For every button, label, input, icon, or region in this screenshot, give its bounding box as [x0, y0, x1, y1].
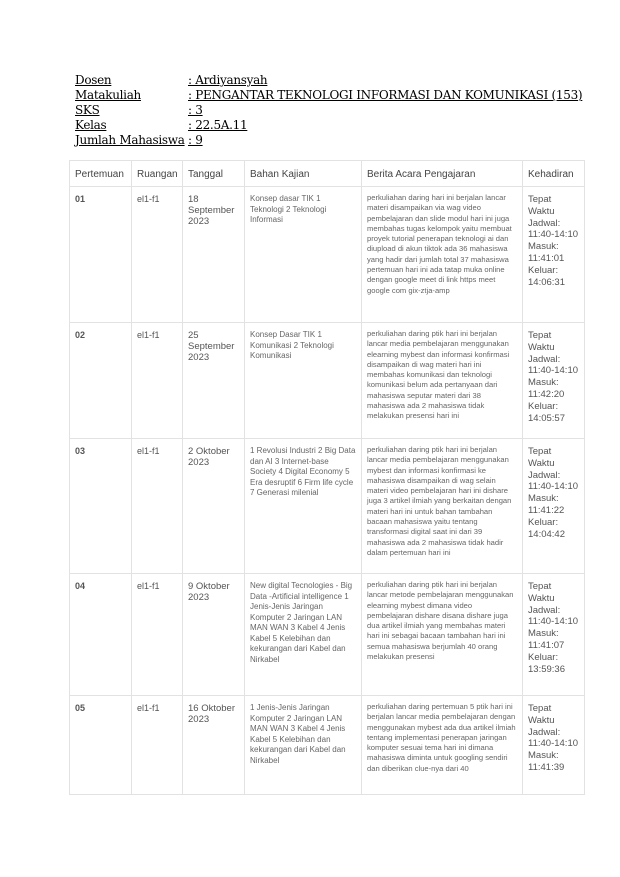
cell-ruangan: el1-f1: [132, 574, 183, 696]
cell-bahan-kajian: 1 Revolusi Industri 2 Big Data dan AI 3 Internet-base Society 4 Digital Economy 5 Era desruptif 6 Firm life cycle 7 Generasi milenial: [245, 439, 362, 574]
course-info: [75, 73, 582, 148]
check-out-label: Keluar:: [528, 264, 559, 276]
check-in-time: 11:41:22: [528, 504, 565, 516]
cell-kehadiran: [523, 696, 585, 795]
table-row: [70, 439, 585, 574]
schedule-label: Jadwal:: [528, 469, 561, 481]
cell-pertemuan: 03: [70, 439, 132, 574]
cell-ruangan: el1-f1: [132, 439, 183, 574]
cell-berita-acara: perkuliahan daring ptik hari ini berjalan lancar media pembelajaran menggunakan mybest dan informasi konfirmasi ke mahasiswa disampaikan di wag selain materi video pembelajaran hari ini dishare juga 3 artikel ilmiah yang berkaitan dengan materi hari ini untuk bahan tambahan bacaan mahasiswa yaitu tentang transformasi digital saat ini dari 39 mahasiswa ada 2 mahasiswa tidak hadir dalam pertemuan hari ini: [362, 439, 523, 574]
dosen-label: Dosen: [75, 73, 112, 87]
schedule-label: Jadwal:: [528, 726, 561, 738]
sks-value: : 3: [188, 103, 203, 117]
cell-berita-acara: perkuliahan daring hari ini berjalan lancar materi disampaikan via wag video pembelajaran dan slide modul hari ini juga membahas tugas kelompok yaitu membuat proyek tutorial penerapan teknologi ai dan diupload di akun tiktok ada 36 mahasiswa yang hadir dari jumlah total 37 mahasiswa pertemuan hari ini ada tatap muka online dengan google meet di link https meet google com gix-ztja-amp: [362, 187, 523, 323]
check-out-time: 14:04:42: [528, 528, 565, 540]
table-header-row: [70, 161, 585, 187]
matakuliah-label: Matakuliah: [75, 88, 141, 102]
check-out-time: 14:05:57: [528, 412, 565, 424]
schedule-label: Jadwal:: [528, 217, 561, 229]
check-in-label: Masuk:: [528, 241, 559, 253]
info-row-sks: [75, 103, 582, 118]
check-out-label: Keluar:: [528, 400, 559, 412]
cell-bahan-kajian: New digital Tecnologies - Big Data -Artificial intelligence 1 Jenis-Jenis Jaringan Komputer 2 Jaringan LAN MAN WAN 3 Kabel 4 Jenis Kabel 5 Kelebihan dan kekurangan dari Kabel dan Nirkabel: [245, 574, 362, 696]
check-out-time: 13:59:36: [528, 663, 565, 675]
check-in-label: Masuk:: [528, 493, 559, 505]
check-out-time: 14:06:31: [528, 276, 565, 288]
sks-label: SKS: [75, 103, 100, 117]
cell-pertemuan: 01: [70, 187, 132, 323]
col-header-ruangan: Ruangan: [132, 161, 183, 187]
col-header-bahan-kajian: Bahan Kajian: [245, 161, 362, 187]
table-row: [70, 187, 585, 323]
cell-kehadiran: [523, 574, 585, 696]
schedule-label: Jadwal:: [528, 604, 561, 616]
kelas-label: Kelas: [75, 118, 107, 132]
schedule-time: 11:40-14:10: [528, 481, 579, 493]
cell-tanggal: 16 Oktober 2023: [183, 696, 245, 795]
check-in-time: 11:41:07: [528, 639, 565, 651]
check-in-label: Masuk:: [528, 750, 559, 762]
check-in-label: Masuk:: [528, 628, 559, 640]
cell-tanggal: 2 Oktober 2023: [183, 439, 245, 574]
info-row-jumlah: [75, 133, 582, 148]
check-out-label: Keluar:: [528, 651, 559, 663]
jumlah-label: Jumlah Mahasiswa: [75, 133, 185, 147]
attendance-status: Tepat Waktu: [528, 194, 555, 217]
check-out-label: Keluar:: [528, 516, 559, 528]
schedule-time: 11:40-14:10: [528, 738, 579, 750]
table-row: [70, 323, 585, 439]
table-row: [70, 696, 585, 795]
attendance-status: Tepat Waktu: [528, 703, 555, 726]
attendance-status: Tepat Waktu: [528, 581, 555, 604]
info-row-matakuliah: [75, 88, 582, 103]
check-in-label: Masuk:: [528, 377, 559, 389]
cell-berita-acara: perkuliahan daring ptik hari ini berjalan lancar metode pembelajaran menggunakan elearning mybest dimana video pembelajaran dishare disana dishare juga dua artikel ilmiah yang membahas materi hari ini sebagai bacaan tambahan hari ini semua mahasiswa berjumlah 40 orang melakukan presensi: [362, 574, 523, 696]
check-in-time: 11:41:01: [528, 252, 565, 264]
cell-tanggal: 9 Oktober 2023: [183, 574, 245, 696]
cell-berita-acara: perkuliahan daring pertemuan 5 ptik hari ini berjalan lancar media pembelajaran dengan menggunakan mybest ada dua artikel ilmiah tentang implementasi penerapan jaringan komputer sesuai tema hari ini dimana mahasiswa diminta untuk googling sendiri dan diberikan clue-nya dari 40: [362, 696, 523, 795]
table-row: [70, 574, 585, 696]
jumlah-value: : 9: [188, 133, 203, 147]
info-row-kelas: [75, 118, 582, 133]
info-row-dosen: [75, 73, 582, 88]
check-in-time: 11:42:20: [528, 388, 565, 400]
matakuliah-value: : PENGANTAR TEKNOLOGI INFORMASI DAN KOMUNIKASI (153): [188, 88, 583, 102]
check-in-time: 11:41:39: [528, 761, 565, 773]
kelas-value: : 22.5A.11: [188, 118, 248, 132]
col-header-kehadiran: Kehadiran: [523, 161, 585, 187]
cell-pertemuan: 05: [70, 696, 132, 795]
cell-ruangan: el1-f1: [132, 323, 183, 439]
attendance-table: [69, 160, 585, 795]
col-header-pertemuan: Pertemuan: [70, 161, 132, 187]
cell-kehadiran: [523, 323, 585, 439]
attendance-status: Tepat Waktu: [528, 446, 555, 469]
cell-bahan-kajian: Konsep dasar TIK 1 Teknologi 2 Teknologi Informasi: [245, 187, 362, 323]
cell-kehadiran: [523, 187, 585, 323]
col-header-tanggal: Tanggal: [183, 161, 245, 187]
cell-ruangan: el1-f1: [132, 696, 183, 795]
cell-ruangan: el1-f1: [132, 187, 183, 323]
cell-bahan-kajian: 1 Jenis-Jenis Jaringan Komputer 2 Jaringan LAN MAN WAN 3 Kabel 4 Jenis Kabel 5 Kelebihan dan kekurangan dari Kabel dan Nirkabel: [245, 696, 362, 795]
cell-berita-acara: perkuliahan daring ptik hari ini berjalan lancar media pembelajaran menggunakan elearning mybest dan informasi konfirmasi disampaikan di wag materi hari ini membahas komunikasi dan teknologi komunikasi belum ada pertanyaan dari mahasiswa seputar materi dari 38 mahasiswa ada 2 mahasiswa tidak melakukan presensi hari ini: [362, 323, 523, 439]
cell-kehadiran: [523, 439, 585, 574]
schedule-time: 11:40-14:10: [528, 229, 579, 241]
attendance-status: Tepat Waktu: [528, 330, 555, 353]
cell-bahan-kajian: Konsep Dasar TIK 1 Komunikasi 2 Teknologi Komunikasi: [245, 323, 362, 439]
cell-pertemuan: 04: [70, 574, 132, 696]
dosen-value: : Ardiyansyah: [188, 73, 268, 87]
schedule-time: 11:40-14:10: [528, 365, 579, 377]
cell-tanggal: 25 September 2023: [183, 323, 245, 439]
schedule-time: 11:40-14:10: [528, 616, 579, 628]
cell-tanggal: 18 September 2023: [183, 187, 245, 323]
schedule-label: Jadwal:: [528, 353, 561, 365]
cell-pertemuan: 02: [70, 323, 132, 439]
col-header-berita-acara: Berita Acara Pengajaran: [362, 161, 523, 187]
